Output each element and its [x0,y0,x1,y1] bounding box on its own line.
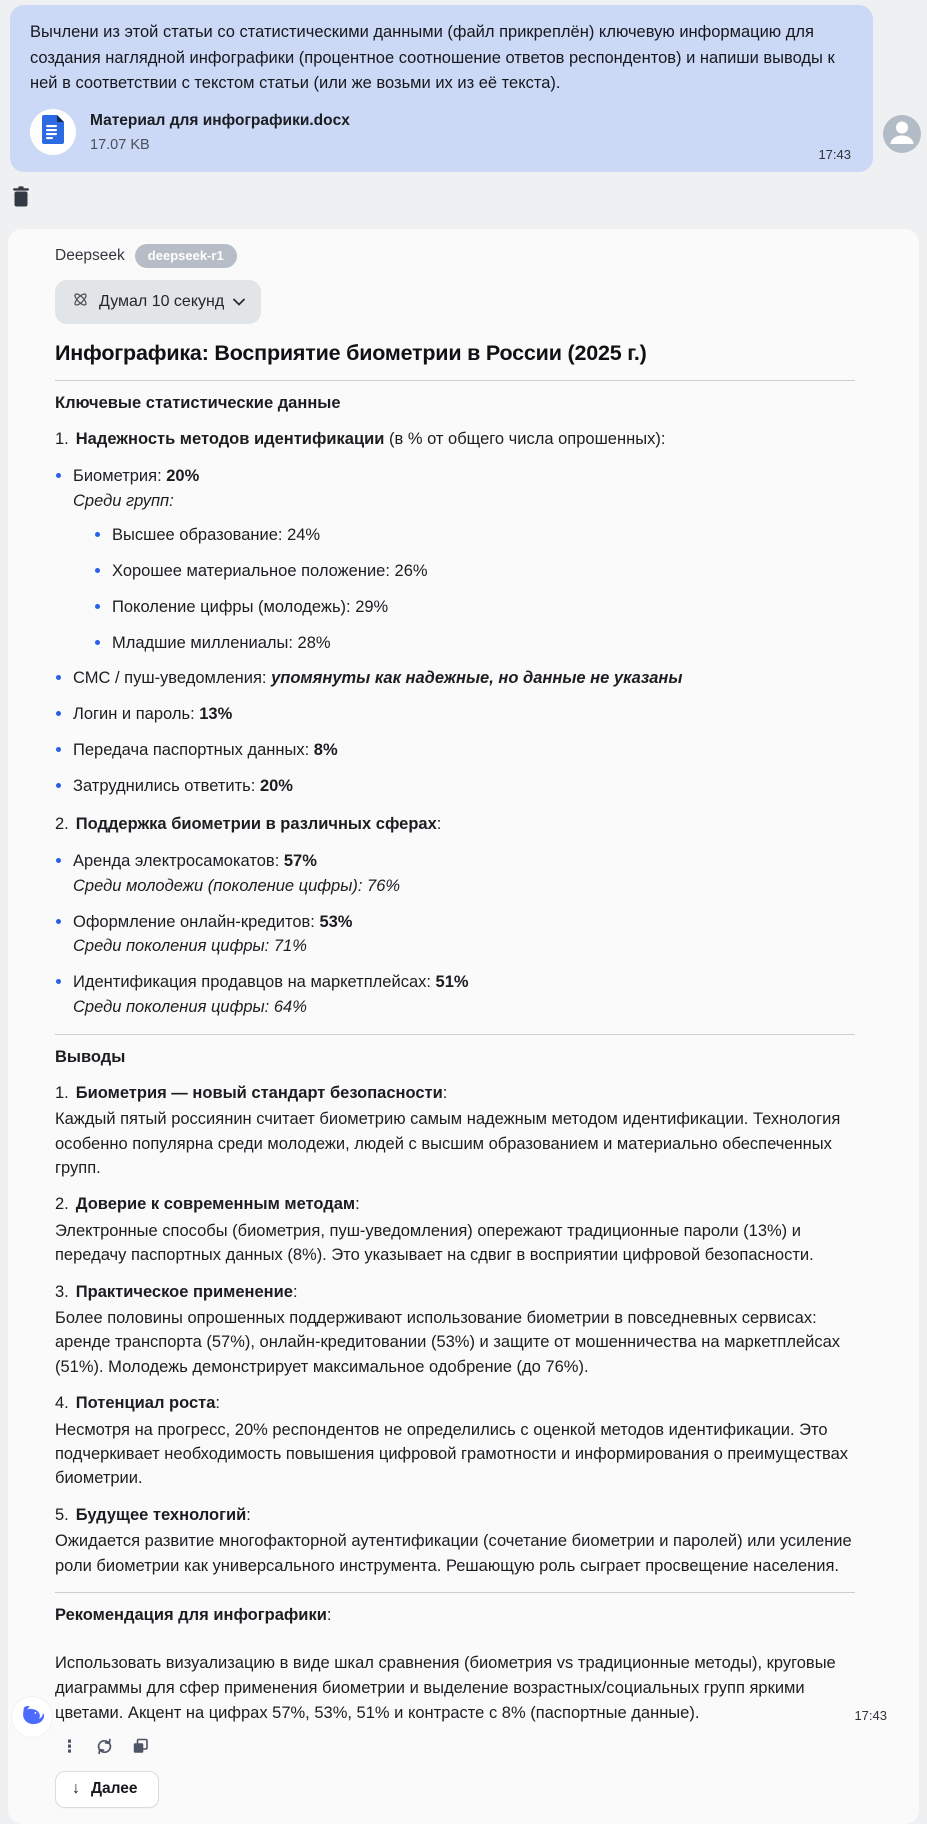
support-list [55,849,855,1020]
user-message-row [0,0,927,172]
list-item [55,666,855,691]
article-title: Инфографика: Восприятие биометрии в России (2025 г.) [55,341,647,366]
separator: : [326,1606,332,1625]
conclusion-title: Доверие к современным методам [75,1195,356,1214]
regenerate-icon[interactable] [95,1737,114,1756]
copy-icon[interactable] [131,1737,150,1756]
list-item: Поколение цифры (молодежь): 29% [94,595,855,620]
item-value: 51% [435,973,469,992]
docx-file-icon [41,114,66,150]
more-options-icon[interactable]: ⋮ [61,1737,78,1757]
user-message-time: 17:43 [818,147,851,163]
recommendation-title: Рекомендация для инфографики [55,1606,327,1625]
stats-item-1-rest: (в % от общего числа опрошенных): [384,430,666,449]
separator: : [355,1195,360,1214]
divider [55,380,855,381]
list-number: 5. [55,1505,69,1524]
next-button-label: Далее [91,1780,138,1798]
item-label: Оформление онлайн-кредитов: [73,912,320,931]
stats-item-2-rest: : [436,815,442,834]
list-number: 1. [55,1083,69,1102]
item-value: 8% [313,740,338,759]
list-item [55,464,855,656]
divider [55,1034,855,1035]
stats-item-2-title: Поддержка биометрии в различных сферах [75,815,437,834]
thought-toggle-button[interactable] [55,280,261,324]
list-item: Хорошее материальное положение: 26% [94,559,855,584]
recommendation-heading [55,1606,855,1625]
item-label: Аренда электросамокатов: [73,852,284,871]
item-value: 20% [166,466,200,485]
item-value: 57% [283,852,317,871]
item-label: Биометрия: [73,466,167,485]
list-item: Младшие миллениалы: 28% [94,631,855,656]
conclusion-text: Электронные способы (биометрия, пуш-уведомления) опережают традиционные пароли (13%) и передачу паспортных данных (8%). Это указывает на сдвиг в восприятии цифровой безопасности. [55,1221,814,1265]
list-number: 3. [55,1282,69,1301]
user-message-bubble [10,5,873,172]
conclusion-item [55,1192,855,1267]
stats-item-1-title: Надежность методов идентификации [75,430,385,449]
conclusion-text: Ожидается развитие многофакторной аутентификации (сочетание биометрии и паролей) или усиление роли биометрии как универсального инструмента. Решающую роль сыграет просвещение населения. [55,1532,852,1575]
file-size: 17.07 KB [90,136,150,153]
conclusions-heading: Выводы [55,1047,126,1066]
delete-message-button[interactable] [12,186,32,208]
recommendation-block [55,1651,887,1725]
list-item [55,738,855,763]
file-name: Материал для инфографики.docx [90,111,350,129]
bot-message-time: 17:43 [854,1708,887,1724]
list-number: 4. [55,1394,69,1413]
item-label: Идентификация продавцов на маркетплейсах: [73,973,436,992]
conclusion-item [55,1503,855,1578]
list-item [55,910,855,960]
item-subnote: Среди групп: [73,491,174,510]
conclusion-item [55,1081,855,1181]
item-value: 20% [259,776,293,795]
list-number: 2. [55,815,69,834]
list-item [55,702,855,727]
file-meta [90,112,350,153]
list-item: Высшее образование: 24% [94,523,855,548]
bot-message-card [8,229,919,1824]
item-label: Логин и пароль: [73,705,200,724]
whale-icon [19,1702,45,1733]
item-subnote: Среди поколения цифры: 64% [73,997,307,1016]
chevron-down-icon [233,293,245,311]
deepseek-logo-badge [12,1697,52,1737]
stats-heading: Ключевые статистические данные [55,394,341,413]
divider [55,1592,855,1593]
conclusion-title: Биометрия — новый стандарт безопасности [75,1083,443,1102]
reliability-list [55,464,855,799]
recommendation-text: Использовать визуализацию в виде шкал сравнения (биометрия vs традиционные методы), круговые диаграммы для сфер применения биометрии и выделение возрастных/социальных групп яркими цветами. Акцент на цифрах 57%, 53%, 51% и контрасте с 8% (паспортные данные). [55,1654,836,1722]
item-label: СМС / пуш-уведомления: [73,669,272,688]
conclusion-title: Будущее технологий [75,1505,247,1524]
bot-header [55,244,855,268]
conclusion-title: Практическое применение [75,1282,293,1301]
thinking-icon [71,290,90,314]
item-value: 13% [199,705,233,724]
trash-icon [12,194,30,211]
separator: : [292,1282,298,1301]
next-button[interactable] [55,1771,159,1808]
list-number: 1. [55,430,69,449]
file-icon-circle [30,109,76,155]
item-value: упомянуты как надежные, но данные не указаны [271,669,683,688]
model-badge: deepseek-r1 [135,244,237,268]
item-label: Передача паспортных данных: [73,740,314,759]
list-item [55,774,855,799]
conclusion-text: Более половины опрошенных поддерживают использование биометрии в повседневных сервисах: аренде транспорта (57%), онлайн-кредитовании (53%) и защите от мошенничества на маркетплейсах (51%). Молодежь демонстрирует максимальное одобрение (до 76%). [55,1308,841,1376]
conclusion-item [55,1280,855,1380]
stats-item-1 [55,427,855,452]
conclusion-text: Несмотря на прогресс, 20% респондентов не определились с оценкой методов идентификации. Это подчеркивает необходимость повышения цифровой грамотности и информирования о преимуществах биометрии. [55,1420,849,1488]
separator: : [215,1394,221,1413]
item-subnote: Среди молодежи (поколение цифры): 76% [73,876,401,895]
list-number: 2. [55,1195,69,1214]
user-message-text: Вычлени из этой статьи со статистическими данными (файл прикреплён) ключевую информацию для создания наглядной инфографики (процентное соотношение ответов респондентов) и напиши выводы к ней в соответствии с текстом статьи (или же возьми их из её текста). [30,23,835,93]
list-item [55,970,855,1020]
item-value: 53% [319,912,353,931]
conclusion-text: Каждый пятый россиянин считает биометрию самым надежным методом идентификации. Технология особенно популярна среди молодежи, людей с высшим образованием и материально обеспеченных групп. [55,1110,841,1177]
groups-sublist [94,523,855,655]
message-actions [61,1737,855,1756]
thought-label: Думал 10 секунд [99,293,225,311]
conclusion-item [55,1391,855,1491]
person-icon [883,115,921,153]
list-item [55,849,855,899]
down-arrow-icon: ↓ [72,1780,80,1798]
stats-item-2 [55,812,855,837]
user-avatar[interactable] [883,115,921,153]
item-label: Затруднились ответить: [73,776,260,795]
separator: : [442,1083,448,1102]
conclusion-title: Потенциал роста [75,1394,216,1413]
item-subnote: Среди поколения цифры: 71% [73,937,307,956]
bot-name: Deepseek [55,247,125,265]
separator: : [246,1505,251,1524]
